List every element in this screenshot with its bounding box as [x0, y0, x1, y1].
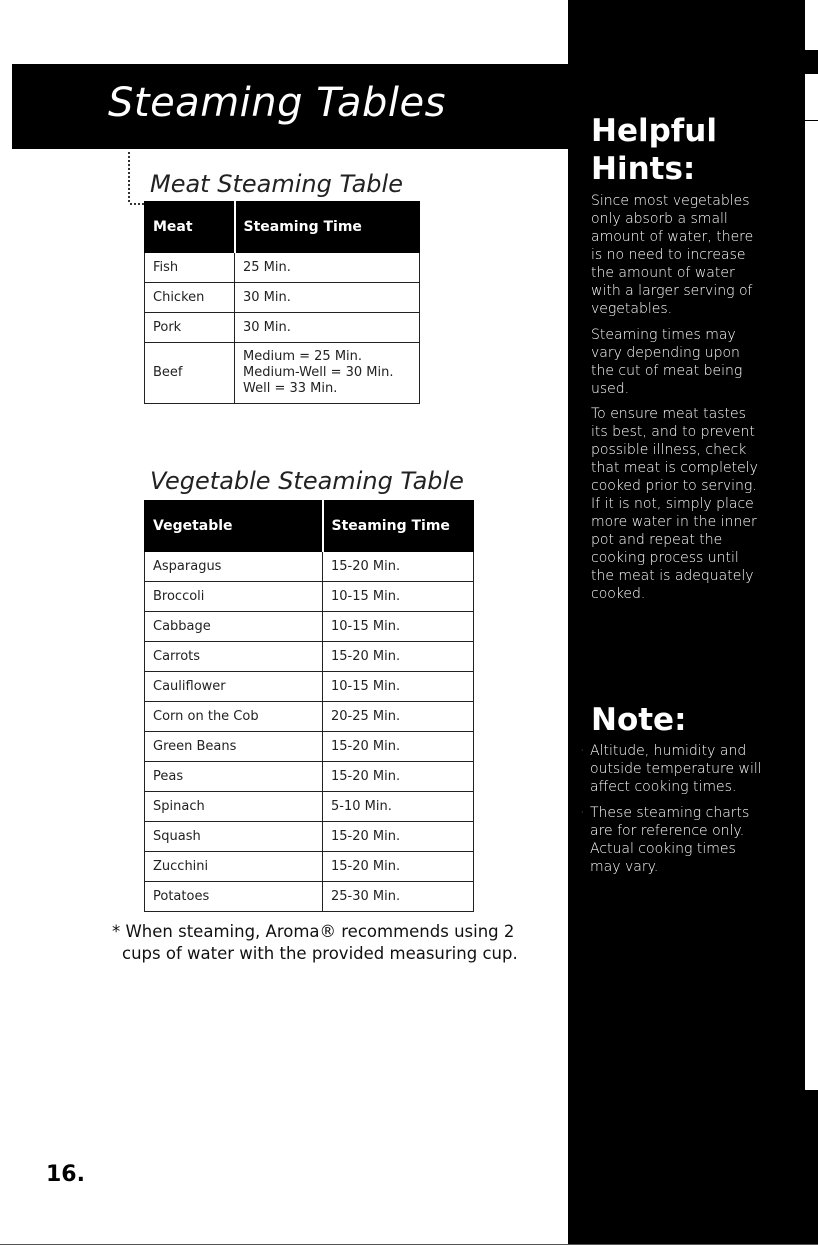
- vegetable-time: 15-20 Min.: [323, 762, 474, 792]
- column-header-steaming-time: Steaming Time: [235, 202, 420, 253]
- vegetable-time: 20-25 Min.: [323, 702, 474, 732]
- edge-tab: [805, 120, 818, 1090]
- vegetable-time: 10-15 Min.: [323, 582, 474, 612]
- table-row: [145, 642, 474, 672]
- vegetable-time: 10-15 Min.: [323, 672, 474, 702]
- note-heading: Note:: [591, 702, 687, 738]
- vegetable-name: Green Beans: [145, 732, 323, 762]
- meat-name: Chicken: [145, 283, 235, 313]
- note-text: Altitude, humidity and outside temperature will affect cooking times.: [590, 743, 762, 795]
- note-text: These steaming charts are for reference only. Actual cooking times may vary.: [590, 805, 750, 875]
- beef-time-medium: Medium = 25 Min.: [243, 349, 363, 364]
- footnote: [112, 921, 532, 965]
- vegetable-time: 5-10 Min.: [323, 792, 474, 822]
- vegetable-name: Zucchini: [145, 852, 323, 882]
- dotted-guide-horizontal: [130, 203, 144, 205]
- vegetable-time: 15-20 Min.: [323, 552, 474, 582]
- table-row: [145, 253, 420, 283]
- meat-time-multi: [235, 343, 420, 404]
- edge-divider: [805, 120, 818, 121]
- vegetable-steaming-table: [144, 500, 474, 912]
- table-row: [145, 792, 474, 822]
- edge-tab: [805, 0, 818, 50]
- meat-steaming-table: [144, 201, 420, 404]
- footnote-line-2: cups of water with the provided measuring cup.: [122, 944, 518, 963]
- vegetable-table-title: Vegetable Steaming Table: [150, 467, 464, 495]
- edge-tab: [805, 74, 818, 120]
- vegetable-time: 25-30 Min.: [323, 882, 474, 912]
- table-header-row: [145, 202, 420, 253]
- vegetable-name: Squash: [145, 822, 323, 852]
- table-row: [145, 852, 474, 882]
- table-row: [145, 552, 474, 582]
- table-row: [145, 822, 474, 852]
- page-title: Steaming Tables: [108, 80, 446, 126]
- page-number: 16.: [46, 1162, 85, 1187]
- meat-table-title: Meat Steaming Table: [150, 170, 403, 198]
- bullet-dot-icon: ·: [580, 743, 585, 759]
- meat-time: 30 Min.: [235, 313, 420, 343]
- bullet-dot-icon: ·: [580, 805, 585, 821]
- hint-paragraph: To ensure meat tastes its best, and to prevent possible illness, check that meat is completely cooked prior to serving. If it is not, simply place more water in the inner pot and repeat the cooking process until the meat is adequately cooked.: [591, 406, 758, 602]
- vegetable-name: Cabbage: [145, 612, 323, 642]
- meat-name: Beef: [145, 343, 235, 404]
- vegetable-name: Asparagus: [145, 552, 323, 582]
- hints-heading-line-2: Hints:: [591, 151, 696, 187]
- note-item: [580, 804, 770, 876]
- column-header-meat: Meat: [145, 202, 235, 253]
- table-row: [145, 702, 474, 732]
- vegetable-time: 15-20 Min.: [323, 822, 474, 852]
- vegetable-name: Cauliflower: [145, 672, 323, 702]
- vegetable-name: Broccoli: [145, 582, 323, 612]
- table-row: [145, 612, 474, 642]
- dotted-guide-vertical: [128, 152, 130, 202]
- vegetable-name: Carrots: [145, 642, 323, 672]
- table-header-row: [145, 501, 474, 552]
- beef-time-medium-well: Medium-Well = 30 Min.: [243, 365, 394, 380]
- meat-name: Fish: [145, 253, 235, 283]
- table-row: [145, 882, 474, 912]
- vegetable-time: 15-20 Min.: [323, 732, 474, 762]
- table-row: [145, 343, 420, 404]
- vegetable-name: Peas: [145, 762, 323, 792]
- note-item: [580, 742, 770, 796]
- hints-heading-line-1: Helpful: [591, 113, 717, 149]
- table-row: [145, 762, 474, 792]
- vegetable-name: Corn on the Cob: [145, 702, 323, 732]
- beef-time-well: Well = 33 Min.: [243, 381, 338, 396]
- column-header-steaming-time: Steaming Time: [323, 501, 474, 552]
- vegetable-name: Potatoes: [145, 882, 323, 912]
- table-row: [145, 582, 474, 612]
- vegetable-time: 15-20 Min.: [323, 852, 474, 882]
- meat-name: Pork: [145, 313, 235, 343]
- vegetable-time: 15-20 Min.: [323, 642, 474, 672]
- footnote-line-1: * When steaming, Aroma® recommends using 2: [112, 922, 515, 941]
- table-row: [145, 313, 420, 343]
- vegetable-name: Spinach: [145, 792, 323, 822]
- table-row: [145, 672, 474, 702]
- column-header-vegetable: Vegetable: [145, 501, 323, 552]
- meat-time: 25 Min.: [235, 253, 420, 283]
- vegetable-time: 10-15 Min.: [323, 612, 474, 642]
- hint-paragraph: Since most vegetables only absorb a small amount of water, there is no need to increase the amount of water with a larger serving of vegetables.: [591, 193, 754, 317]
- table-row: [145, 283, 420, 313]
- meat-time: 30 Min.: [235, 283, 420, 313]
- hint-paragraph: Steaming times may vary depending upon the cut of meat being used.: [591, 327, 743, 397]
- hints-heading: [591, 112, 717, 188]
- table-row: [145, 732, 474, 762]
